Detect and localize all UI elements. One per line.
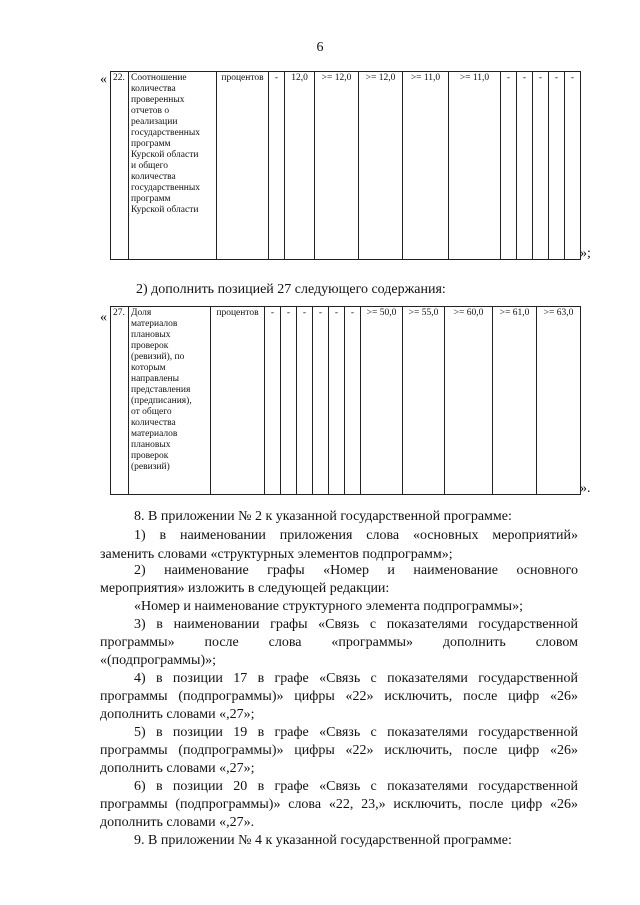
table2-value-cell: >= 61,0	[493, 307, 537, 495]
item-5-line-2: программы (подпрограммы)» цифры «22» исключить, после цифр «26»	[100, 743, 578, 758]
table1	[110, 71, 581, 260]
description-line: Курской области	[131, 205, 199, 215]
table1-value-cell: -	[269, 72, 285, 260]
description-line: проверенных	[131, 95, 185, 105]
table1-value-cell: >= 11,0	[403, 72, 449, 260]
description-line: материалов	[131, 319, 178, 329]
table2-value-cell: -	[345, 307, 361, 495]
description-line: плановых	[131, 330, 171, 340]
item-6-line-3: дополнить словами «,27».	[100, 815, 255, 830]
table2-value-cell: >= 63,0	[537, 307, 581, 495]
item-4-line-1: 4) в позиции 17 в графе «Связь с показателями государственной	[134, 671, 578, 686]
table1-row	[111, 72, 581, 260]
item-6-line-2: программы (подпрограммы)» слова «22, 23,» исключить, после цифр «26»	[100, 797, 578, 812]
item-2-line-1: 2) наименование графы «Номер и наименование основного	[134, 563, 578, 578]
paragraph-9: 9. В приложении № 4 к указанной государственной программе:	[134, 833, 512, 848]
description-line: Курской области	[131, 150, 199, 160]
table1-description-cell	[129, 72, 217, 260]
item-3-line-1: 3) в наименовании графы «Связь с показателями государственной	[134, 617, 578, 632]
table2-value-cell: >= 50,0	[361, 307, 403, 495]
table1-value-cell: -	[533, 72, 549, 260]
table2-value-cell: -	[265, 307, 281, 495]
description-line: материалов	[131, 429, 178, 439]
description-line: проверок	[131, 451, 169, 461]
description-line: количества	[131, 84, 176, 94]
table2-value-cell: -	[297, 307, 313, 495]
table1-value-cell: -	[549, 72, 565, 260]
table2-value-cell: -	[329, 307, 345, 495]
description-line: Доля	[131, 308, 152, 318]
item-4-line-2: программы (подпрограммы)» цифры «22» исключить, после цифр «26»	[100, 689, 578, 704]
table2-value-cell: >= 55,0	[403, 307, 445, 495]
item-5-line-3: дополнить словами «,27»;	[100, 761, 255, 776]
table1-value-cell: -	[517, 72, 533, 260]
item-3-line-3: «(подпрограммы)»;	[100, 653, 216, 668]
paragraph-8: 8. В приложении № 2 к указанной государственной программе:	[134, 509, 512, 524]
description-line: проверок	[131, 341, 169, 351]
description-line: отчетов о	[131, 106, 170, 116]
description-line: программ	[131, 194, 171, 204]
description-line: и общего	[131, 161, 168, 171]
item-2-line-2: мероприятия» изложить в следующей редакции:	[100, 581, 390, 596]
table2-close-quote: ».	[580, 481, 591, 496]
table1-open-quote: «	[100, 72, 107, 87]
table2-value-cell: >= 60,0	[445, 307, 493, 495]
description-line: количества	[131, 418, 176, 428]
table2-row	[111, 307, 581, 495]
description-line: государственных	[131, 128, 201, 138]
item-6-line-1: 6) в позиции 20 в графе «Связь с показателями государственной	[134, 779, 578, 794]
table2-value-cell: -	[313, 307, 329, 495]
table1-close-quote: »;	[580, 246, 591, 261]
table1-value-cell: -	[501, 72, 517, 260]
table1-num-cell: 22.	[111, 72, 129, 260]
item-2-line-3: «Номер и наименование структурного элемента подпрограммы»;	[134, 599, 523, 614]
description-line: программ	[131, 139, 171, 149]
description-line: государственных	[131, 183, 201, 193]
description-line: (предписания),	[131, 396, 192, 406]
table1-unit-cell: процентов	[217, 72, 269, 260]
description-line: направлены	[131, 374, 180, 384]
description-line: представления	[131, 385, 191, 395]
description-line: плановых	[131, 440, 171, 450]
table2	[110, 306, 581, 495]
table2-value-cell: -	[281, 307, 297, 495]
table1-value-cell: >= 12,0	[315, 72, 359, 260]
description-line: которым	[131, 363, 166, 373]
item-5-line-1: 5) в позиции 19 в графе «Связь с показателями государственной	[134, 725, 578, 740]
table2-description-cell	[129, 307, 211, 495]
table1-value-cell: 12,0	[285, 72, 315, 260]
table2-open-quote: «	[100, 310, 107, 325]
table2-unit-cell: процентов	[211, 307, 265, 495]
item-1-line-2: заменить словами «структурных элементов подпрограмм»;	[100, 547, 453, 562]
description-line: (ревизий), по	[131, 352, 185, 362]
item-2-text: 2) дополнить позицией 27 следующего содержания:	[136, 282, 446, 297]
table1-value-cell: >= 12,0	[359, 72, 403, 260]
description-line: от общего	[131, 407, 172, 417]
description-line: количества	[131, 172, 176, 182]
item-4-line-3: дополнить словами «,27»;	[100, 707, 255, 722]
item-1-line-1: 1) в наименовании приложения слова «основных мероприятий»	[134, 528, 578, 543]
description-line: Соотношение	[131, 73, 187, 83]
page-number: 6	[316, 40, 324, 55]
description-line: реализации	[131, 117, 178, 127]
table2-num-cell: 27.	[111, 307, 129, 495]
item-3-line-2: программы» после слова «программы» дополнить словом	[100, 635, 578, 650]
description-line: (ревизий)	[131, 462, 170, 472]
table1-value-cell: -	[565, 72, 581, 260]
table1-value-cell: >= 11,0	[449, 72, 501, 260]
